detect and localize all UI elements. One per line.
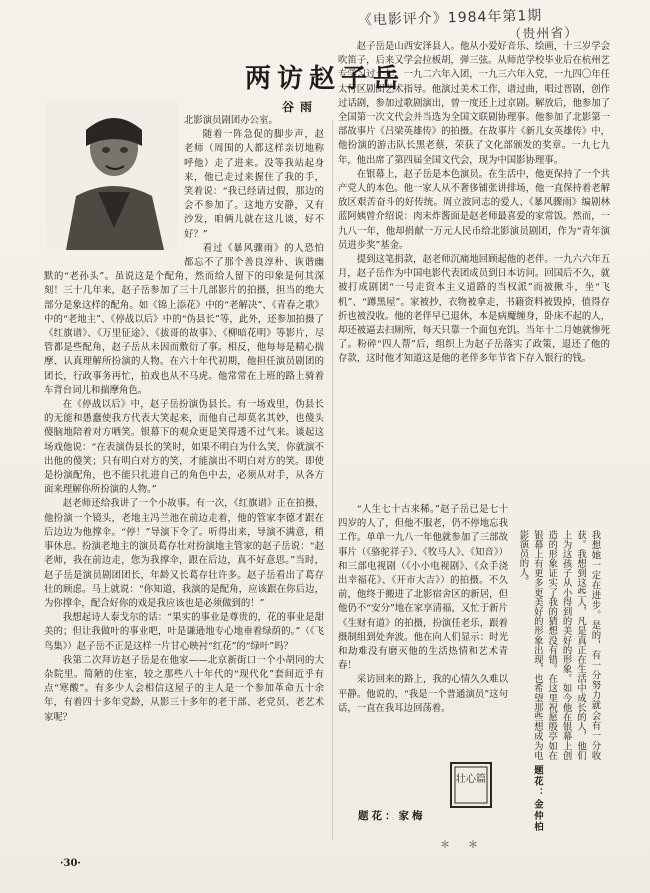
photo-wrap-space [44,100,184,270]
paragraph: 提到这笔捐款，赵老师沉痛地回顾起他的老伴。一九六六年五月，赵子岳作为中国电影代表团成员到日本访问。回国后不久，就被打成剧团“一号走资本主义道路的当权派”而被揪斗，坐“飞机”、“蹲黑屋”。家被抄，衣物被拿走，书籍资料被毁掉，值得存折也被没收。他的老伴早已退休，本是病魔缠身，卧床不起的人，却还被逼去扫厕所，每天只靠一个面包充饥。当年十二月她就惨死了。粉碎“四人帮”后，组织上为赵子岳落实了政策，退还了他的存款，这时他才知道这是他的老伴多年节省下存入银行的钱。 [338,254,610,365]
paragraph: 看过《暴风骤雨》的人恐怕都忘不了那个善良淳朴、诙谐幽默的“老孙头”。虽说这是个配角，然而给人留下的印象是何其深刻！三十几年来，赵子岳参加了三十几部影片的拍摄，担当的绝大部分是象这样的配角。如《锦上添花》中的“老解决”、《青春之歌》中的“老地主”、《停战以后》中的“伪县长”等，此外，还参加拍摄了《红旗谱》、《万里征途》、《拔哥的故事》、《柳暗花明》等影片，尽管都是些配角，赵子岳从未因而敷衍了事。相反，他每每是精心揣摩、认真理解所扮演的人物。在六十年代初期，他担任演员剧团的团长，行政事务再忙，拍戏也从不马虎。他常常在上班的路上骑着车背台词儿和揣摩角色。 [44,242,324,396]
paragraph: 赵子岳是山西安泽县人。他从小爱好音乐、绘画，十三岁学会吹笛子，后来又学会拉板胡，弹三弦。从师范学校毕业后在杭州艺专学习过一年。一九二六年入团，一九三六年入党，一九四〇年任太行区剧团艺术指导。他演过美术工作，谱过曲，唱过晋剧，创作过话剧，参加过歌剧演出，曾一度还上过京剧。解放后，他参加了全国第一次文代会并当选为全国文联剧协理事。他参加了北影第一部故事片《吕梁英雄传》的拍摄。在故事片《新儿女英雄传》中，他扮演的游击队长黑老蔡，荣获了文化部颁发的奖章。一九七九年，他出席了第四届全国文代会，现为中国影协理事。 [338,41,610,166]
article-column-1 [44,100,324,725]
handwritten-note-line2: （贵州省） [508,25,579,43]
paragraph: 我想起诗人泰戈尔的话：“果实的事业是尊贵的，花的事业是甜美的；但让我做叶的事业吧，叶是谦逊地专心地垂着绿荫的。”（《飞鸟集》）赵子岳不正是这样一片甘心映衬“红花”的“绿叶”吗？ [44,612,324,652]
page-number: ·30· [60,858,81,869]
paragraph: 随着一阵急促的脚步声，赵老师（周围的人都这样亲切地称呼他）走了进来。没等我站起身来，他已走过来握住了我的手，笑着说：“我已经请过假，那边的会不参加了。这地方安静，又有沙发，咱俩儿就在这儿谈，好不好？” [184,129,324,240]
paragraph: 我第二次拜访赵子岳是在他家——北京新街口一个小胡同的大杂院里。简陋的住室，较之那些八十年代的“现代化”套间近乎有点“寒酸”。有多少人会相信这屋子的主人是一个参加革命五十余年，有着四十多年党龄，从影三十多年的老干部、老党员、老艺术家呢？ [44,654,324,723]
ending-mark: ＊ ＊ [440,840,482,851]
illustration-credit: 题花：金仲柏 [532,765,543,834]
paragraph: “人生七十古来稀。”赵子岳已是七十四岁的人了，但他不服老，仍不停地忘我工作。单单一九八一年他就参加了三部故事片（《骆驼祥子》、《牧马人》、《知音》）和三部电视剧（《小小电视剧》、《众手浇出幸福花》、《开市大吉》）的拍摄。不久前，他终于搬进了北影宿舍区的新居，但他仍不“安分”地在家享清福，又忙于新片《生财有道》的拍摄，扮演任老乐，跟着摄制组到处奔波。他在向人们显示：时光和劫难没有磨灭他的生活热情和艺术青春！ [338,504,508,672]
paragraph: 北影演员剧团办公室。 [184,115,278,126]
article-column-2 [338,40,610,367]
column-divider [332,120,333,840]
paragraph: 赵老师还给我讲了一个小故事。有一次，《红旗谱》正在拍摄，他扮演一个镜头，老地主冯兰池在前边走着，他的管家李德才跟在后边边为他撑伞。“停！”导演下令了。听得出来，导演不满意，稍事休息。扮演老地主的演员葛存壮对扮演地主管家的赵子岳说：“赵老师，我在前边走，您为我撑伞，跟在后边，真不好意思。”当时，赵子岳是演员剧团团长，年龄又长葛存壮许多。赵子岳看出了葛存壮的顾虑。马上就说：“你知道，我演的是配角，应该跟在你后边，为你撑伞，配合好你的戏是我应该也是必须做到的！” [44,498,324,609]
vertical-column [515,530,610,760]
calligraphy-credit: 题花：家梅 [358,810,426,822]
paragraph: 在银幕上，赵子岳是本色演员。在生活中，他更保持了一个共产党人的本色。他一家人从不奢侈铺张讲排场，他一直保持着老解放区艰苦奋斗的好传统。周立波同志的爱人、《暴风骤雨》编剧林蓝阿姨曾介绍说：肉末炸酱面是赵老师最喜爱的家常饭。然而，一九八一年，他却捐献一万元人民币给北影演员剧团，作为“青年演员进步奖”基金。 [338,168,610,251]
paragraph: 采访回来的路上，我的心情久久难以平静。他说的，“我是一个普通演员”这句话，一直在我耳边回荡着。 [338,674,508,714]
article-column-3 [338,503,508,716]
article-title: 两访赵子岳 [244,64,405,94]
calligraphy-stamp-icon [448,760,494,810]
handwritten-note-line1: 《电影评介》1984年第1期 [357,7,543,29]
paragraph: 在《停战以后》中，赵子岳扮演伪县长。有一场戏里，伪县长的无能和愚蠢使我方代表大笑起来，而他自己却莫名其妙，也傻头傻脑地陪着对方哂笑。银幕下的观众更是笑得透不过气来。谈起这场戏他说：“在表演伪县长的笑时，如果不明白为什么笑，你就演不出他的傻笑；只有明白对方的笑，才能演出不明白对方的笑。即使是扮演配角，也不能只扎进自己的角色中去，必须从对手，从各方面来理解你所扮演的人物。” [44,399,324,496]
vertical-text: 我想她一定在进步。是的，有一分努力就会有一分收获。我想到这些人，凡是真正在生活中成长的人，他们上为这孩子从小得到的美好的形象。如今他在银幕上创造的形象证实了我的猜想没有错。在这里祝愿殷亭如在银幕上有更多更美好的形象出现，也希望那些想成为电影演员的人。 [517,530,601,760]
article-author: 谷雨 [282,100,319,114]
stamp-text: 壮心篇 [456,774,486,785]
